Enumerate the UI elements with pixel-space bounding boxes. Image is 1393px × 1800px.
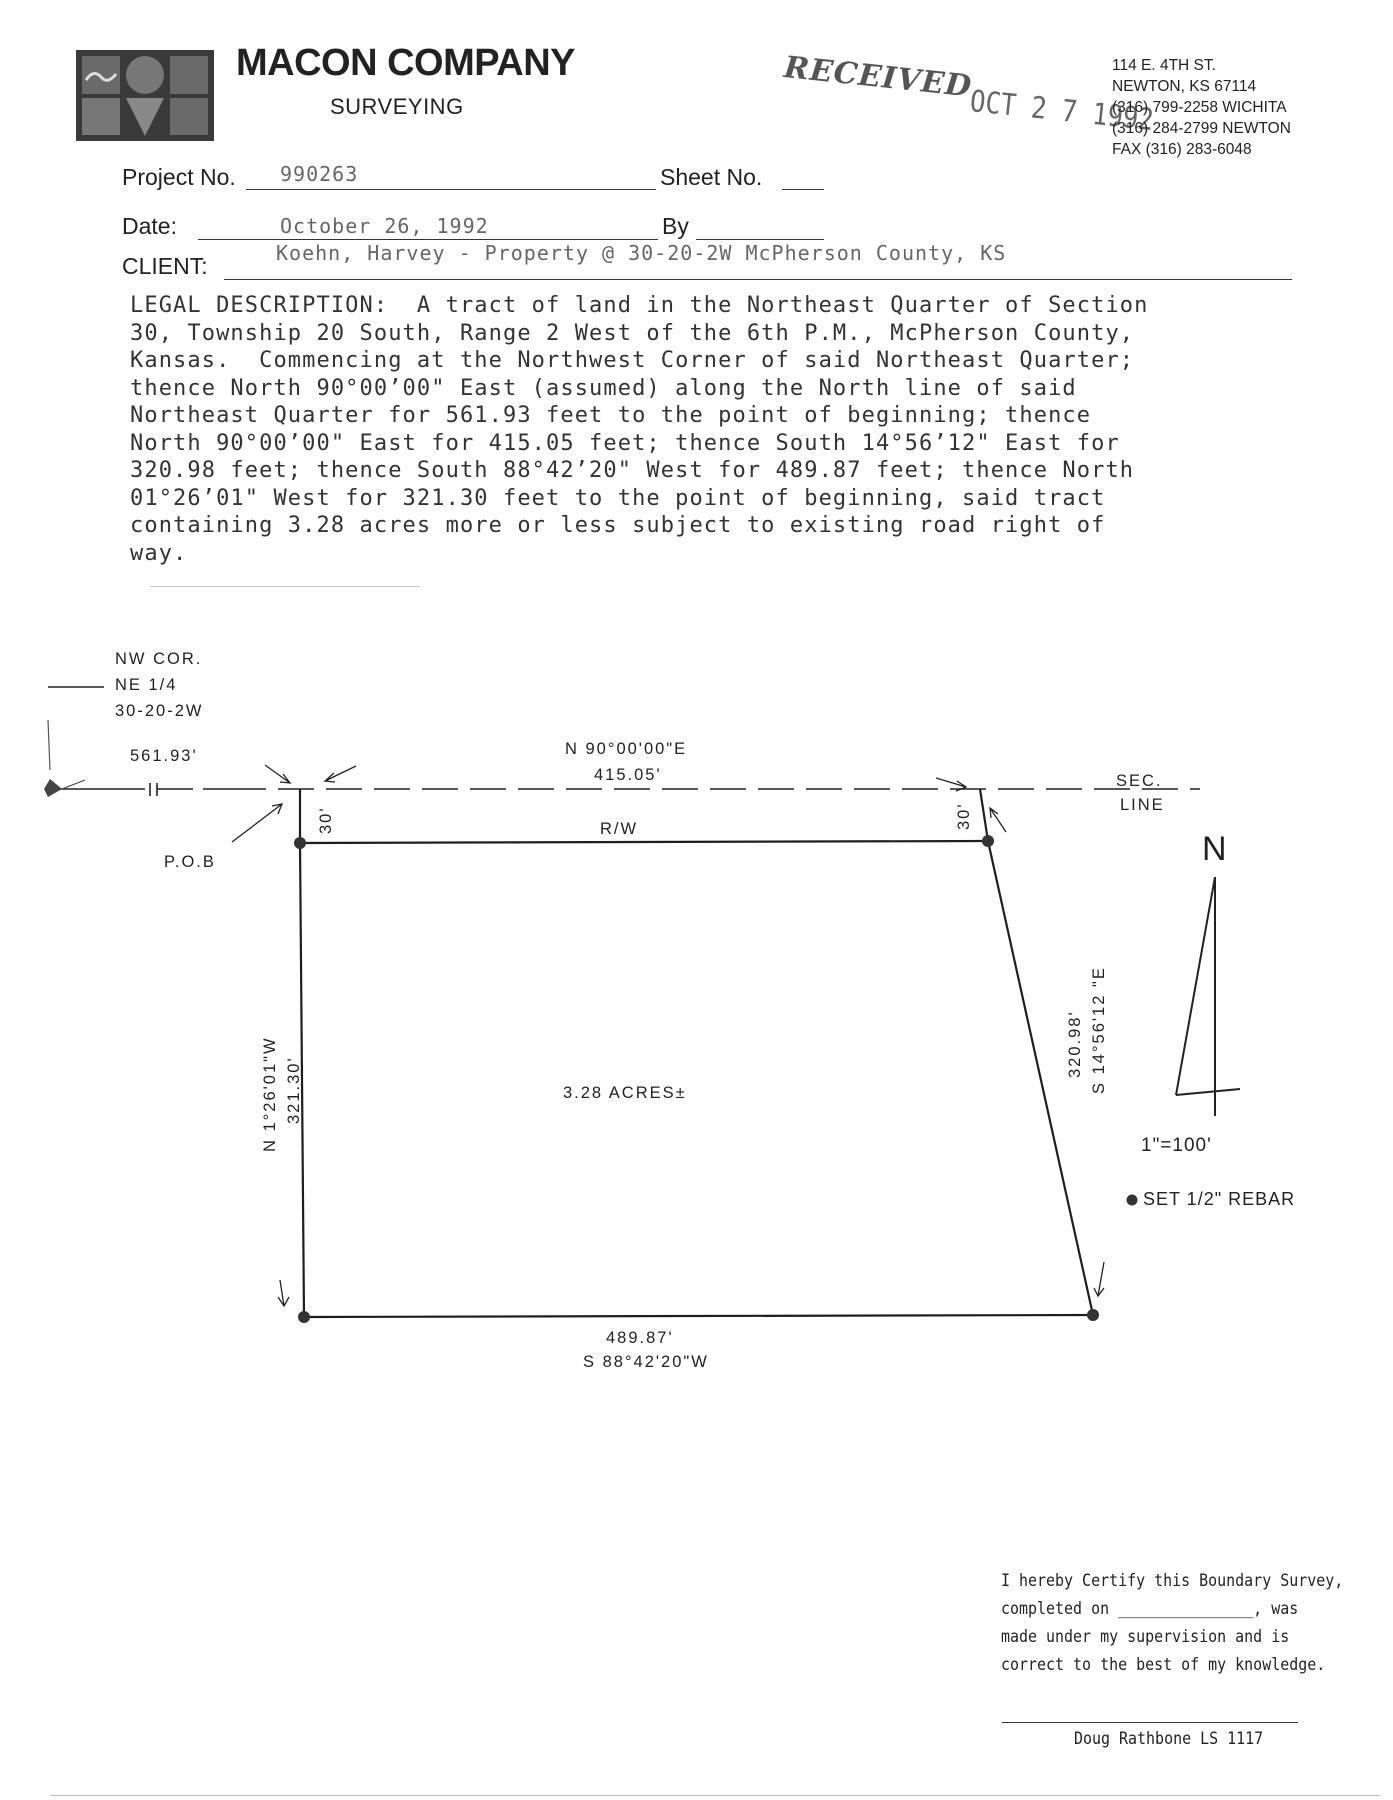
drawing-scale: 1"=100'	[1141, 1135, 1212, 1156]
north-arrow-letter: N	[1202, 830, 1227, 868]
south-bearing: S 88°42'20"W	[583, 1353, 709, 1371]
legend-rebar: SET 1/2" REBAR	[1143, 1189, 1296, 1209]
east-bearing: S 14°56'12 "E	[1090, 966, 1108, 1094]
rebar-pins	[294, 835, 1099, 1323]
north-distance: 415.05'	[594, 766, 662, 784]
west-bearing: N 1°26'01"W	[261, 1036, 279, 1152]
west-distance: 321.30'	[285, 1056, 303, 1124]
certification-line-1: I hereby Certify this Boundary Survey,	[1001, 1571, 1344, 1591]
surveyor-signature: Doug Rathbone LS 1117	[1074, 1729, 1264, 1749]
client-value: Koehn, Harvey - Property @ 30-20-2W McPherson County, KS	[276, 241, 1007, 265]
address-street: 114 E. 4TH ST.	[1112, 57, 1216, 74]
nw-corner-line3: 30-20-2W	[115, 702, 204, 720]
section-line	[52, 783, 1200, 796]
row-width-left: 30'	[317, 806, 335, 834]
east-distance: 320.98'	[1066, 1010, 1084, 1078]
certification-line-2: completed on _______________, was	[1001, 1599, 1299, 1619]
company-subtitle: SURVEYING	[330, 94, 464, 119]
by-label: By	[662, 213, 689, 239]
company-name: MACON COMPANY	[236, 42, 576, 84]
phone-newton: (316) 284-2799 NEWTON	[1112, 120, 1291, 137]
sec-line-label-2: LINE	[1120, 796, 1165, 814]
received-stamp: RECEIVED	[782, 50, 974, 105]
client-label: CLIENT:	[122, 253, 208, 279]
received-stamp-date: OCT 2 7 1992	[968, 84, 1156, 139]
legal-description: LEGAL DESCRIPTION: A tract of land in the Northeast Quarter of Section 30, Township 20 South, Range 2 West of the 6th P.M., McPherson County, Kansas. Commencing at the Northwest Corner of said Northeast Quarter; thence North 90°00’00" East (assumed) along the North line of said Northeast Quarter for 561.93 feet to the point of beginning; thence North 90°00’00" East for 415.05 feet; thence South 14°56’12" East for 320.98 feet; thence South 88°42’20" West for 489.87 feet; thence North 01°26’01" West for 321.30 feet to the point of beginning, said tract containing 3.28 acres more or less subject to existing road right of way.	[130, 293, 1149, 566]
certification-line-3: made under my supervision and is	[1001, 1627, 1290, 1647]
nw-corner-line2: NE 1/4	[115, 676, 178, 694]
right-of-way-label: R/W	[600, 820, 639, 838]
phone-wichita: (316) 799-2258 WICHITA	[1112, 99, 1287, 116]
distance-to-pob: 561.93'	[130, 747, 198, 765]
project-label: Project No.	[122, 164, 236, 190]
date-value: October 26, 1992	[280, 214, 489, 238]
south-distance: 489.87'	[606, 1329, 674, 1347]
acreage-label: 3.28 ACRES±	[563, 1084, 687, 1102]
date-label: Date:	[122, 213, 177, 239]
certification-line-4: correct to the best of my knowledge.	[1001, 1655, 1326, 1675]
nw-corner-line1: NW COR.	[115, 650, 203, 668]
rebar-legend-icon	[1127, 1195, 1138, 1206]
tract-boundary	[300, 789, 1093, 1317]
sec-line-label-1: SEC.	[1116, 772, 1163, 790]
sheet-label: Sheet No.	[660, 164, 763, 190]
nw-corner-marker	[44, 779, 62, 797]
signature-line	[1002, 1722, 1298, 1723]
pob-label: P.O.B	[164, 853, 216, 871]
row-width-right: 30'	[955, 802, 973, 830]
north-bearing: N 90°00'00"E	[565, 740, 688, 758]
fax-number: FAX (316) 283-6048	[1112, 141, 1252, 158]
project-value: 990263	[280, 162, 359, 186]
north-arrow-icon	[1176, 877, 1240, 1116]
address-city: NEWTON, KS 67114	[1112, 78, 1257, 95]
